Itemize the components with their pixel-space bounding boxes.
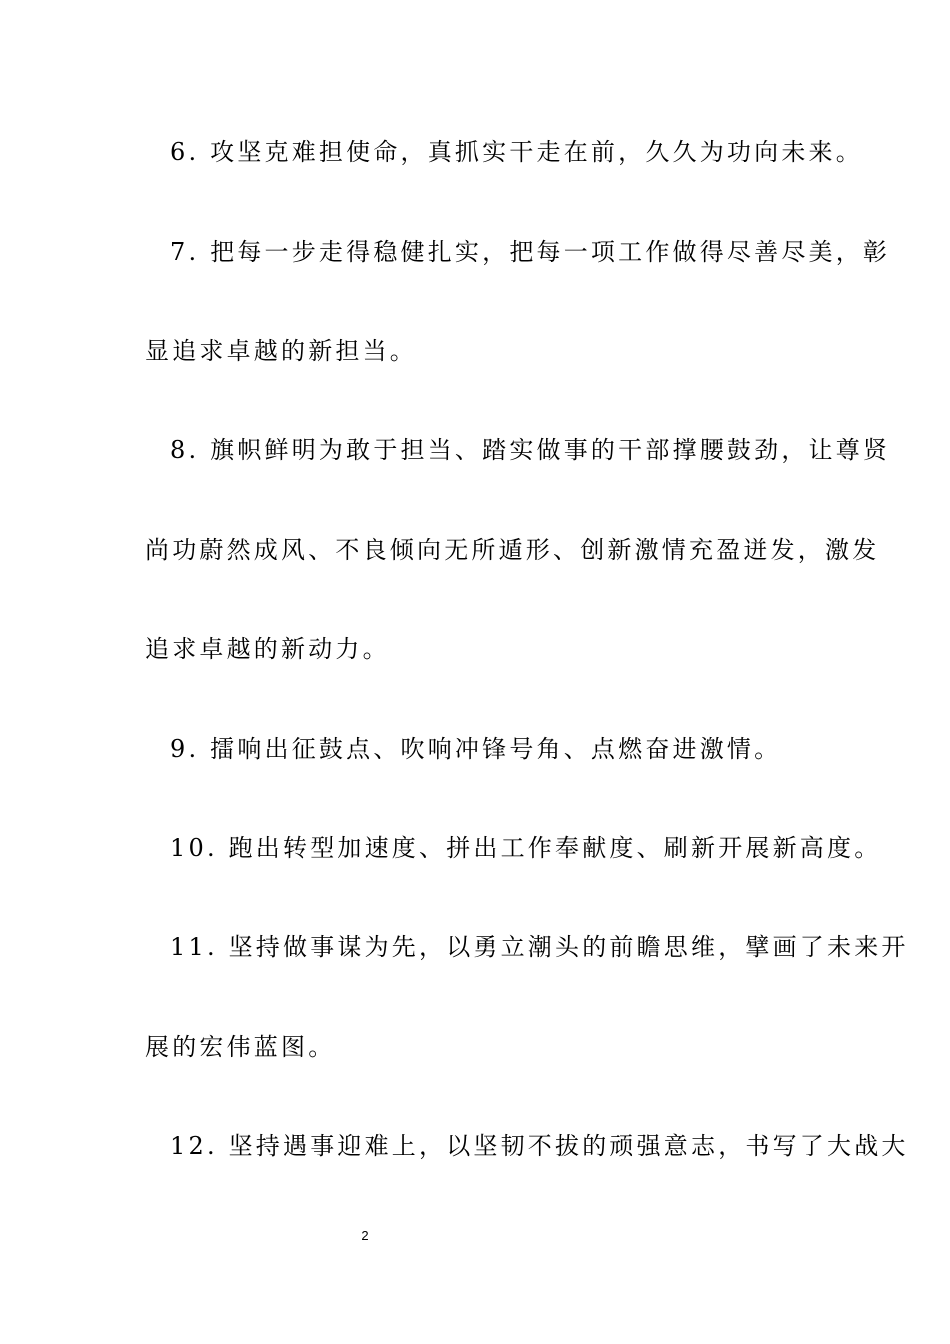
- paragraph-10-line-1: 10. 跑出转型加速度、拼出工作奉献度、刷新开展新高度。: [170, 834, 882, 862]
- paragraph-11-line-2: 展的宏伟蓝图。: [145, 1033, 336, 1061]
- paragraph-12-line-1: 12. 坚持遇事迎难上，以坚韧不拔的顽强意志，书写了大战大: [170, 1132, 909, 1160]
- paragraph-9-line-1: 9. 擂响出征鼓点、吹响冲锋号角、点燃奋进激情。: [170, 735, 782, 763]
- paragraph-6-line-1: 6. 攻坚克难担使命，真抓实干走在前，久久为功向未来。: [170, 138, 863, 166]
- paragraph-8-line-2: 尚功蔚然成风、不良倾向无所遁形、创新激情充盈迸发，激发: [145, 536, 880, 564]
- paragraph-8-line-1: 8. 旗帜鲜明为敢于担当、踏实做事的干部撑腰鼓劲，让尊贤: [170, 436, 891, 464]
- paragraph-7-line-1: 7. 把每一步走得稳健扎实，把每一项工作做得尽善尽美，彰: [170, 238, 891, 266]
- paragraph-11-line-1: 11. 坚持做事谋为先，以勇立潮头的前瞻思维，擘画了未来开: [170, 933, 909, 961]
- page-number: 2: [361, 1228, 369, 1243]
- paragraph-7-line-2: 显追求卓越的新担当。: [145, 337, 417, 365]
- paragraph-8-line-3: 追求卓越的新动力。: [145, 635, 390, 663]
